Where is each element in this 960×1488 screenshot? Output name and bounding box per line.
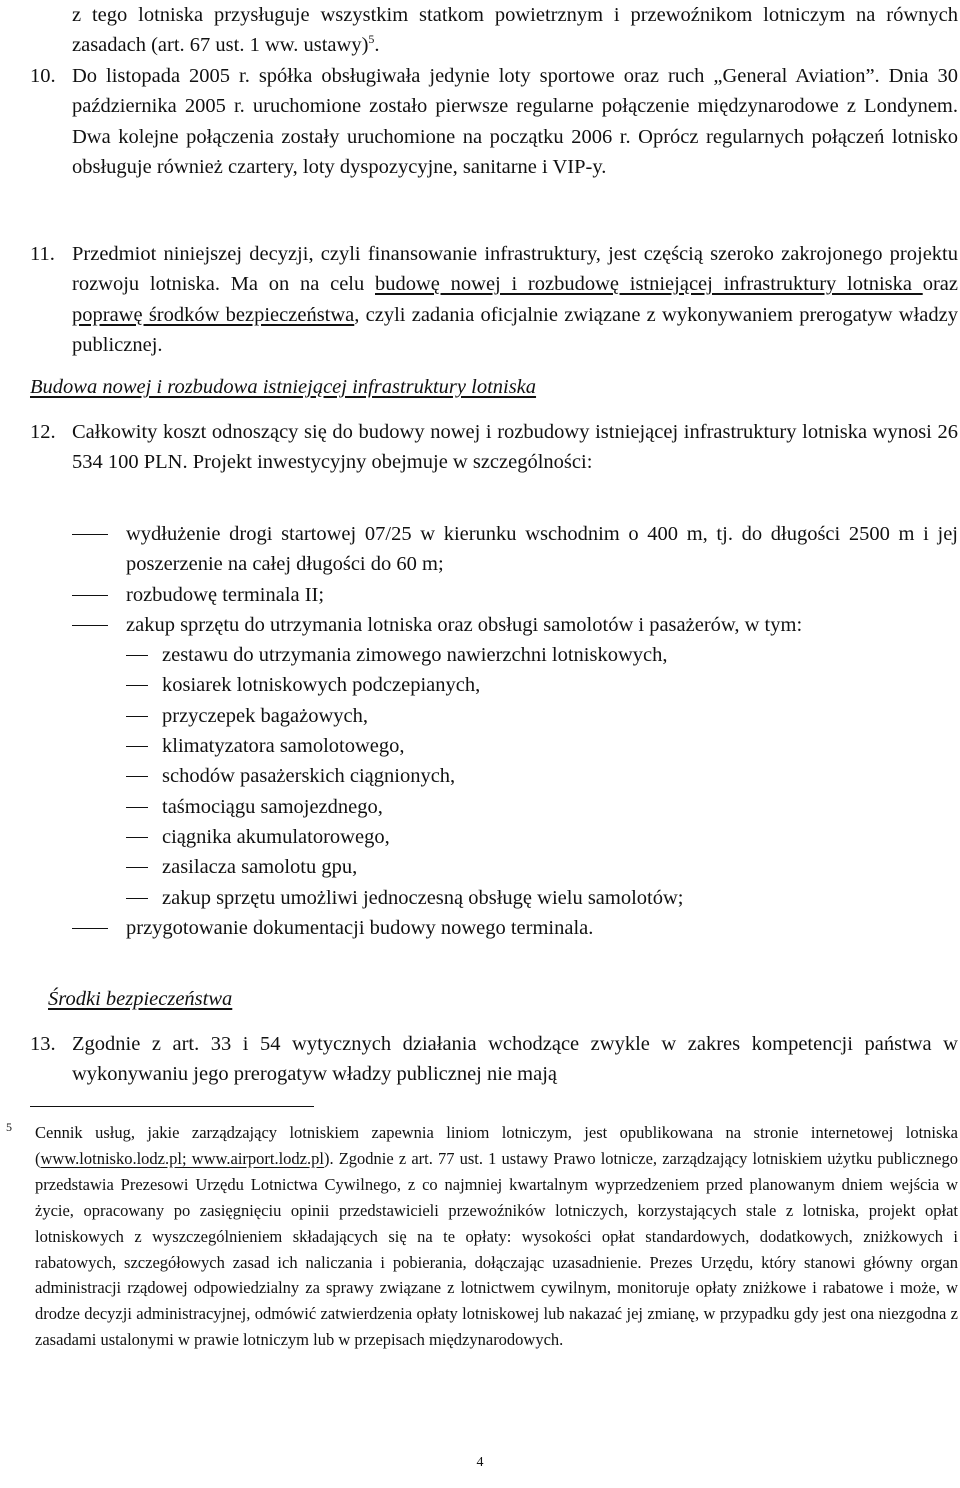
paragraph-number: 12.: [30, 421, 56, 443]
paragraph-continuation-text: z tego lotniska przysługuje wszystkim statkom powietrznym i przewoźnikom lotniczym na równych zasadach (art. 67 ust. 1 ww. ustawy): [72, 4, 958, 57]
investment-list: [30, 519, 958, 943]
sub-list-item: klimatyzatora samolotowego,: [30, 731, 958, 761]
section-heading: Budowa nowej i rozbudowa istniejącej infrastruktury lotniska: [30, 376, 537, 398]
sub-list-item: przyczepek bagażowych,: [30, 701, 958, 731]
list-item: przygotowanie dokumentacji budowy nowego terminala.: [30, 913, 958, 943]
sub-list-item: kosiarek lotniskowych podczepianych,: [30, 670, 958, 700]
page-number: 4: [476, 1455, 484, 1470]
paragraph-12: [30, 417, 958, 478]
footnote-text: Cennik usług, jakie zarządzający lotniskiem zapewnia liniom lotniczym, jest opublikowana na stronie internetowej lotniska (: [35, 1123, 958, 1168]
sub-list-item: ciągnika akumulatorowego,: [30, 822, 958, 852]
sub-list: [30, 640, 958, 913]
paragraph-text: Do listopada 2005 r. spółka obsługiwała jedynie loty sportowe oraz ruch „General Aviation”. Dnia 30 października 2005 r. uruchomione zostało pierwsze regularne połączenie międzynarodowe z Londynem. Dwa kolejne połączenia zostały uruchomione na początku 2006 r. Oprócz regularnych połączeń lotnisko obsługuje również czartery, loty dyspozycyjne, sanitarne i VIP-y.: [72, 65, 958, 178]
footnote: [6, 1120, 958, 1353]
sub-list-item: schodów pasażerskich ciągnionych,: [30, 761, 958, 791]
paragraph-continuation-end: .: [374, 34, 380, 57]
paragraph-number: 10.: [30, 65, 56, 87]
paragraph-text: , czyli zadania oficjalnie związane z wykonywaniem prerogatyw władzy publicznej.: [72, 303, 958, 356]
paragraph-number: 11.: [30, 243, 55, 265]
footnote-reference: 5: [368, 32, 375, 47]
paragraph-number: 13.: [30, 1033, 56, 1055]
sub-list-item: zasilacza samolotu gpu,: [30, 852, 958, 882]
footnote-separator: [30, 1106, 314, 1107]
paragraph-10: [30, 61, 958, 182]
underlined-phrase: poprawę środków bezpieczeństwa: [72, 303, 355, 326]
list-item-text: zakup sprzętu do utrzymania lotniska oraz obsługi samolotów i pasażerów, w tym:: [126, 613, 803, 636]
list-item: rozbudowę terminala II;: [30, 580, 958, 610]
paragraph-text: Całkowity koszt odnoszący się do budowy nowej i rozbudowy istniejącej infrastruktury lotniska wynosi 26 534 100 PLN. Projekt inwestycyjny obejmuje w szczególności:: [72, 421, 958, 474]
sub-list-item: zestawu do utrzymania zimowego nawierzchni lotniskowych,: [30, 640, 958, 670]
paragraph-continuation: [30, 0, 958, 61]
footnote-mark: 5: [6, 1120, 12, 1134]
underlined-phrase: budowę nowej i rozbudowę istniejącej infrastruktury lotniska: [375, 273, 923, 296]
footnote-links[interactable]: www.lotnisko.lodz.pl; www.airport.lodz.pl: [40, 1148, 324, 1168]
list-item: wydłużenie drogi startowej 07/25 w kierunku wschodnim o 400 m, tj. do długości 2500 m i jej poszerzenie na całej długości do 60 m;: [30, 519, 958, 580]
paragraph-11: [30, 239, 958, 360]
footnote-text: ). Zgodnie z art. 77 ust. 1 ustawy Prawo lotnicze, zarządzający lotniskiem użytku publicznego przedstawia Prezesowi Urzędu Lotnictwa Cywilnego, z co najmniej kwartalnym wyprzedzeniem przed planowanym dniem wejścia w życie, opracowany po zasięgnięciu opinii przedstawicieli przewoźników lotniczych, korzystających stale z lotniska, projekt opłat lotniskowych z wyszczególnieniem składających się na te opłaty: wysokości opłat standardowych, dodatkowych, zniżkowych i rabatowych, szczegółowych zasad ich naliczania i pobierania, dołączając uzasadnienie. Prezes Urzędu, który stanowi główny organ administracji rządowej odpowiedzialny za sprawy związane z lotnictwem cywilnym, monitoruje opłaty zniżkowe i rabatowe i może, w drodze decyzji administracyjnej, odmówić zatwierdzenia opłaty lotniskowej lub nakazać jej zmianę, w przypadku gdy jest ona niezgodna z zasadami ustalonymi w prawie lotniczym lub w przepisach międzynarodowych.: [35, 1148, 958, 1350]
sub-list-item: zakup sprzętu umożliwi jednoczesną obsługę wielu samolotów;: [30, 883, 958, 913]
paragraph-text: Zgodnie z art. 33 i 54 wytycznych działania wchodzące zwykle w zakres kompetencji państwa w wykonywaniu jego prerogatyw władzy publicznej nie mają: [72, 1033, 958, 1086]
paragraph-13: [30, 1029, 958, 1090]
sub-list-item: taśmociągu samojezdnego,: [30, 792, 958, 822]
paragraph-text: Przedmiot niniejszej decyzji, czyli finansowanie infrastruktury, jest częścią szeroko zakrojonego projektu rozwoju lotniska. Ma on na celu: [72, 243, 958, 296]
list-item: [30, 610, 958, 913]
section-heading: Środki bezpieczeństwa: [48, 988, 233, 1010]
paragraph-text: oraz: [922, 273, 958, 296]
